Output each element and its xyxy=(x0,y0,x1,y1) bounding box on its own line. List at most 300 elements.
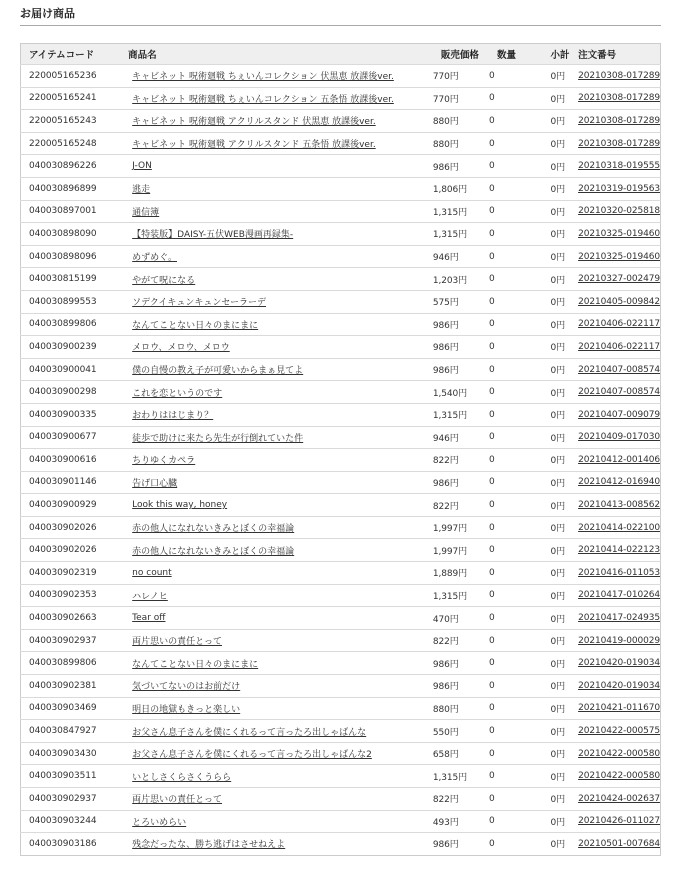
order-number-cell xyxy=(578,358,660,381)
table-row xyxy=(21,268,661,291)
order-number-cell xyxy=(578,110,660,133)
product-name-link[interactable]: 両片思いの責任とって xyxy=(132,795,222,806)
table-row xyxy=(21,245,661,268)
price: 822円 xyxy=(433,629,489,652)
order-number-cell xyxy=(578,449,660,472)
item-code: 040030901146 xyxy=(21,471,121,494)
header-order-number: 注文番号 xyxy=(578,44,660,65)
item-code: 040030900616 xyxy=(21,449,121,472)
table-row xyxy=(21,765,661,788)
product-name-cell xyxy=(120,449,433,472)
subtotal: 0円 xyxy=(551,132,579,155)
price: 1,203円 xyxy=(433,268,489,291)
subtotal: 0円 xyxy=(551,290,579,313)
product-name-link[interactable]: ソデクイキュンキュンセーラーデ xyxy=(132,298,267,309)
item-code: 040030902663 xyxy=(21,607,121,630)
header-product-name: 商品名 xyxy=(120,44,433,65)
order-number-cell xyxy=(578,494,660,517)
quantity: 0 xyxy=(489,697,550,720)
product-name-cell xyxy=(120,87,433,110)
quantity: 0 xyxy=(489,833,550,856)
product-name-link[interactable]: やがて呪になる xyxy=(132,275,196,286)
quantity: 0 xyxy=(489,494,550,517)
header-subtotal: 小計 xyxy=(551,44,579,65)
product-name-link[interactable]: キャビネット 呪術廻戦 ちぇいんコレクション 五条悟 放課後ver. xyxy=(132,94,394,105)
subtotal: 0円 xyxy=(551,155,579,178)
product-name-cell xyxy=(120,403,433,426)
subtotal: 0円 xyxy=(551,788,579,811)
product-name-link[interactable]: キャビネット 呪術廻戦 ちぇいんコレクション 伏黒恵 放課後ver. xyxy=(132,72,394,83)
product-name-link[interactable]: 通信簿 xyxy=(132,207,160,218)
item-code: 040030896899 xyxy=(21,177,121,200)
order-number-link[interactable]: 20210409-017030 xyxy=(578,432,660,443)
quantity: 0 xyxy=(489,381,550,404)
order-number-cell xyxy=(578,223,660,246)
product-name-link[interactable]: なんてことない日々のまにまに xyxy=(132,659,259,670)
product-name-cell xyxy=(120,516,433,539)
product-name-link[interactable]: おわりははじまり？ xyxy=(132,411,214,422)
order-number-cell xyxy=(578,426,660,449)
order-number-link[interactable]: 20210420-019034 xyxy=(578,680,660,691)
item-code: 040030902319 xyxy=(21,562,121,585)
order-number-link[interactable]: 20210308-017289 xyxy=(578,115,660,126)
price: 1,540円 xyxy=(433,381,489,404)
quantity: 0 xyxy=(489,426,550,449)
subtotal: 0円 xyxy=(551,268,579,291)
product-name-cell xyxy=(120,313,433,336)
subtotal: 0円 xyxy=(551,381,579,404)
subtotal: 0円 xyxy=(551,539,579,562)
price: 1,315円 xyxy=(433,765,489,788)
item-code: 040030903186 xyxy=(21,833,121,856)
order-number-link[interactable]: 20210414-022100 xyxy=(578,522,660,533)
item-code: 040030900298 xyxy=(21,381,121,404)
subtotal: 0円 xyxy=(551,110,579,133)
order-number-cell xyxy=(578,268,660,291)
subtotal: 0円 xyxy=(551,449,579,472)
item-code: 040030896226 xyxy=(21,155,121,178)
order-number-link[interactable]: 20210320-025818 xyxy=(578,206,660,217)
price: 946円 xyxy=(433,426,489,449)
quantity: 0 xyxy=(489,200,550,223)
item-code: 040030815199 xyxy=(21,268,121,291)
order-number-cell xyxy=(578,381,660,404)
subtotal: 0円 xyxy=(551,426,579,449)
product-name-cell xyxy=(120,562,433,585)
order-number-link[interactable]: 20210413-008562 xyxy=(578,500,660,511)
product-name-link[interactable]: キャビネット 呪術廻戦 アクリルスタンド 五条悟 放課後ver. xyxy=(132,140,376,151)
product-name-link[interactable]: 【特装版】DAISY-五伏WEB漫画再録集- xyxy=(132,230,294,241)
subtotal: 0円 xyxy=(551,833,579,856)
quantity: 0 xyxy=(489,87,550,110)
item-code: 040030900677 xyxy=(21,426,121,449)
subtotal: 0円 xyxy=(551,223,579,246)
order-number-link[interactable]: 20210325-019460 xyxy=(578,251,660,262)
price: 880円 xyxy=(433,697,489,720)
subtotal: 0円 xyxy=(551,562,579,585)
subtotal: 0円 xyxy=(551,675,579,698)
product-name-link[interactable]: 徒歩で助けに来たら先生が行倒れていた件 xyxy=(132,433,304,444)
product-name-cell xyxy=(120,629,433,652)
order-number-cell xyxy=(578,652,660,675)
quantity: 0 xyxy=(489,562,550,585)
order-number-link[interactable]: 20210416-011053 xyxy=(578,567,660,578)
quantity: 0 xyxy=(489,652,550,675)
order-number-link[interactable]: 20210319-019563 xyxy=(578,183,660,194)
price: 575円 xyxy=(433,290,489,313)
product-name-cell xyxy=(120,652,433,675)
product-name-cell xyxy=(120,539,433,562)
subtotal: 0円 xyxy=(551,742,579,765)
price: 880円 xyxy=(433,110,489,133)
table-row xyxy=(21,788,661,811)
order-number-cell xyxy=(578,788,660,811)
item-code: 040030900041 xyxy=(21,358,121,381)
product-name-cell xyxy=(120,426,433,449)
quantity: 0 xyxy=(489,177,550,200)
order-number-link[interactable]: 20210406-022117 xyxy=(578,341,660,352)
table-row xyxy=(21,336,661,359)
item-code: 040030902026 xyxy=(21,539,121,562)
product-name-link[interactable]: 両片思いの責任とって xyxy=(132,637,222,648)
order-number-cell xyxy=(578,607,660,630)
product-name-link[interactable]: 残念だったな、勝ち逃げはさせねえよ xyxy=(132,840,286,851)
order-number-link[interactable]: 20210407-008574 xyxy=(578,387,660,398)
order-number-link[interactable]: 20210407-009079 xyxy=(578,409,660,420)
product-name-cell xyxy=(120,697,433,720)
item-code: 220005165241 xyxy=(21,87,121,110)
table-row xyxy=(21,200,661,223)
price: 822円 xyxy=(433,449,489,472)
quantity: 0 xyxy=(489,290,550,313)
table-row xyxy=(21,290,661,313)
order-number-cell xyxy=(578,245,660,268)
product-name-link[interactable]: 赤の他人になれないきみとぼくの幸福論 xyxy=(132,546,295,557)
price: 1,997円 xyxy=(433,516,489,539)
quantity: 0 xyxy=(489,449,550,472)
price: 880円 xyxy=(433,132,489,155)
product-name-link[interactable]: 明日の地獄もきっと楽しい xyxy=(132,704,241,715)
order-number-link[interactable]: 20210422-000580 xyxy=(578,748,660,759)
order-number-cell xyxy=(578,742,660,765)
price: 986円 xyxy=(433,155,489,178)
order-number-cell xyxy=(578,562,660,585)
product-name-cell xyxy=(120,177,433,200)
price: 770円 xyxy=(433,65,489,88)
table-row xyxy=(21,358,661,381)
table-row xyxy=(21,132,661,155)
table-row xyxy=(21,629,661,652)
order-number-cell xyxy=(578,720,660,743)
product-name-link[interactable]: いとしさくらさくうらら xyxy=(132,772,232,783)
order-number-cell xyxy=(578,200,660,223)
subtotal: 0円 xyxy=(551,471,579,494)
quantity: 0 xyxy=(489,720,550,743)
product-name-cell xyxy=(120,245,433,268)
product-name-cell xyxy=(120,810,433,833)
price: 470円 xyxy=(433,607,489,630)
section-title: お届け商品 xyxy=(20,5,661,26)
table-row xyxy=(21,494,661,517)
product-name-link[interactable]: お父さん息子さんを僕にくれるって言ったろ出しゃばんな2 xyxy=(132,750,372,761)
product-name-cell xyxy=(120,268,433,291)
order-number-link[interactable]: 20210424-002637 xyxy=(578,793,660,804)
order-number-link[interactable]: 20210412-001406 xyxy=(578,454,660,465)
order-number-link[interactable]: 20210414-022123 xyxy=(578,545,660,556)
product-name-cell xyxy=(120,494,433,517)
product-name-link[interactable]: なんてことない日々のまにまに xyxy=(132,320,259,331)
quantity: 0 xyxy=(489,313,550,336)
quantity: 0 xyxy=(489,516,550,539)
product-name-link[interactable]: メロウ、メロウ、メロウ xyxy=(132,343,230,354)
order-number-cell xyxy=(578,675,660,698)
quantity: 0 xyxy=(489,155,550,178)
header-quantity: 数量 xyxy=(489,44,550,65)
order-number-cell xyxy=(578,132,660,155)
price: 1,806円 xyxy=(433,177,489,200)
order-number-link[interactable]: 20210325-019460 xyxy=(578,228,660,239)
order-number-link[interactable]: 20210318-019555 xyxy=(578,161,660,172)
price: 986円 xyxy=(433,358,489,381)
order-number-cell xyxy=(578,155,660,178)
price: 946円 xyxy=(433,245,489,268)
item-code: 040030900929 xyxy=(21,494,121,517)
item-code: 040030902026 xyxy=(21,516,121,539)
table-row xyxy=(21,155,661,178)
order-number-link[interactable]: 20210501-007684 xyxy=(578,838,660,849)
product-name-cell xyxy=(120,833,433,856)
subtotal: 0円 xyxy=(551,200,579,223)
quantity: 0 xyxy=(489,268,550,291)
subtotal: 0円 xyxy=(551,403,579,426)
quantity: 0 xyxy=(489,584,550,607)
product-name-link[interactable]: Tear off xyxy=(132,613,166,624)
item-code: 040030903511 xyxy=(21,765,121,788)
price: 550円 xyxy=(433,720,489,743)
order-number-cell xyxy=(578,584,660,607)
subtotal: 0円 xyxy=(551,87,579,110)
table-row xyxy=(21,426,661,449)
subtotal: 0円 xyxy=(551,313,579,336)
order-number-link[interactable]: 20210422-000580 xyxy=(578,771,660,782)
subtotal: 0円 xyxy=(551,584,579,607)
item-code: 040030897001 xyxy=(21,200,121,223)
item-code: 220005165236 xyxy=(21,65,121,88)
order-number-cell xyxy=(578,87,660,110)
table-row xyxy=(21,720,661,743)
item-code: 220005165243 xyxy=(21,110,121,133)
table-row xyxy=(21,223,661,246)
product-name-cell xyxy=(120,607,433,630)
price: 986円 xyxy=(433,471,489,494)
order-number-cell xyxy=(578,765,660,788)
table-row xyxy=(21,177,661,200)
price: 986円 xyxy=(433,833,489,856)
item-code: 040030902353 xyxy=(21,584,121,607)
item-code: 040030898090 xyxy=(21,223,121,246)
quantity: 0 xyxy=(489,539,550,562)
product-name-cell xyxy=(120,584,433,607)
subtotal: 0円 xyxy=(551,65,579,88)
table-row xyxy=(21,403,661,426)
quantity: 0 xyxy=(489,471,550,494)
order-number-link[interactable]: 20210405-009842 xyxy=(578,296,660,307)
order-number-cell xyxy=(578,403,660,426)
quantity: 0 xyxy=(489,132,550,155)
order-number-link[interactable]: 20210406-022117 xyxy=(578,319,660,330)
subtotal: 0円 xyxy=(551,652,579,675)
table-row xyxy=(21,675,661,698)
subtotal: 0円 xyxy=(551,765,579,788)
order-number-cell xyxy=(578,471,660,494)
table-row xyxy=(21,449,661,472)
order-number-cell xyxy=(578,697,660,720)
order-number-link[interactable]: 20210412-016940 xyxy=(578,477,660,488)
table-row xyxy=(21,562,661,585)
product-name-cell xyxy=(120,765,433,788)
price: 986円 xyxy=(433,675,489,698)
price: 1,315円 xyxy=(433,200,489,223)
quantity: 0 xyxy=(489,65,550,88)
item-code: 040030903430 xyxy=(21,742,121,765)
table-row xyxy=(21,584,661,607)
product-name-cell xyxy=(120,155,433,178)
quantity: 0 xyxy=(489,336,550,359)
order-number-link[interactable]: 20210308-017289 xyxy=(578,93,660,104)
product-name-link[interactable]: お父さん息子さんを僕にくれるって言ったろ出しゃばんな xyxy=(132,727,367,738)
item-code: 040030899806 xyxy=(21,652,121,675)
product-name-link[interactable]: 逃走 xyxy=(132,185,151,196)
price: 1,997円 xyxy=(433,539,489,562)
price: 770円 xyxy=(433,87,489,110)
price: 1,315円 xyxy=(433,403,489,426)
order-number-cell xyxy=(578,810,660,833)
table-row xyxy=(21,833,661,856)
order-number-cell xyxy=(578,313,660,336)
item-code: 040030900239 xyxy=(21,336,121,359)
order-number-link[interactable]: 20210417-024935 xyxy=(578,613,660,624)
quantity: 0 xyxy=(489,245,550,268)
order-number-link[interactable]: 20210417-010264 xyxy=(578,590,660,601)
price: 986円 xyxy=(433,313,489,336)
order-number-link[interactable]: 20210327-002479 xyxy=(578,274,660,285)
quantity: 0 xyxy=(489,675,550,698)
subtotal: 0円 xyxy=(551,177,579,200)
price: 986円 xyxy=(433,652,489,675)
item-code: 040030899806 xyxy=(21,313,121,336)
order-number-link[interactable]: 20210419-000029 xyxy=(578,635,660,646)
table-row xyxy=(21,471,661,494)
order-number-cell xyxy=(578,336,660,359)
product-name-cell xyxy=(120,200,433,223)
product-name-cell xyxy=(120,358,433,381)
order-number-cell xyxy=(578,177,660,200)
order-number-cell xyxy=(578,290,660,313)
order-number-link[interactable]: 20210421-011670 xyxy=(578,703,660,714)
subtotal: 0円 xyxy=(551,336,579,359)
product-name-cell xyxy=(120,336,433,359)
product-name-link[interactable]: no count xyxy=(132,567,172,578)
order-number-link[interactable]: 20210426-011027 xyxy=(578,816,660,827)
item-code: 040030903244 xyxy=(21,810,121,833)
product-name-link[interactable]: ハレノヒ xyxy=(132,591,168,602)
product-name-cell xyxy=(120,471,433,494)
order-number-link[interactable]: 20210308-017289 xyxy=(578,138,660,149)
price: 1,315円 xyxy=(433,584,489,607)
product-name-link[interactable]: 気づいてないのはお前だけ xyxy=(132,682,241,693)
table-row xyxy=(21,516,661,539)
price: 822円 xyxy=(433,788,489,811)
item-code: 040030847927 xyxy=(21,720,121,743)
table-row xyxy=(21,381,661,404)
product-name-link[interactable]: とろいめらい xyxy=(132,817,187,828)
product-name-cell xyxy=(120,290,433,313)
quantity: 0 xyxy=(489,629,550,652)
price: 658円 xyxy=(433,742,489,765)
price: 822円 xyxy=(433,494,489,517)
product-name-link[interactable]: Look this way, honey xyxy=(132,500,228,511)
ordered-items-table xyxy=(20,43,661,856)
order-number-link[interactable]: 20210422-000575 xyxy=(578,726,660,737)
product-name-link[interactable]: キャビネット 呪術廻戦 アクリルスタンド 伏黒恵 放課後ver. xyxy=(132,117,376,128)
table-row xyxy=(21,742,661,765)
subtotal: 0円 xyxy=(551,494,579,517)
product-name-cell xyxy=(120,110,433,133)
item-code: 040030903469 xyxy=(21,697,121,720)
order-number-cell xyxy=(578,833,660,856)
subtotal: 0円 xyxy=(551,629,579,652)
table-row xyxy=(21,697,661,720)
table-row xyxy=(21,110,661,133)
order-number-link[interactable]: 20210308-017289 xyxy=(578,70,660,81)
item-code: 040030899553 xyxy=(21,290,121,313)
product-name-link[interactable]: 僕の自慢の教え子が可愛いからまぁ見てよ xyxy=(132,366,304,377)
table-row xyxy=(21,65,661,88)
item-code: 040030898096 xyxy=(21,245,121,268)
product-name-link[interactable]: 告げ口心臓 xyxy=(132,478,178,489)
subtotal: 0円 xyxy=(551,245,579,268)
table-row xyxy=(21,539,661,562)
product-name-cell xyxy=(120,65,433,88)
product-name-cell xyxy=(120,788,433,811)
quantity: 0 xyxy=(489,765,550,788)
product-name-link[interactable]: 赤の他人になれないきみとぼくの幸福論 xyxy=(132,524,295,535)
header-price: 販売価格 xyxy=(433,44,489,65)
order-number-link[interactable]: 20210420-019034 xyxy=(578,658,660,669)
table-header-row xyxy=(21,44,661,65)
product-name-link[interactable]: ちりゆくカペラ xyxy=(132,456,196,467)
quantity: 0 xyxy=(489,223,550,246)
price: 986円 xyxy=(433,336,489,359)
table-row xyxy=(21,87,661,110)
product-name-link[interactable]: めずめぐ。 xyxy=(132,253,177,264)
subtotal: 0円 xyxy=(551,697,579,720)
product-name-link[interactable]: これを恋というのです xyxy=(132,388,223,399)
price: 1,315円 xyxy=(433,223,489,246)
table-row xyxy=(21,313,661,336)
product-name-cell xyxy=(120,720,433,743)
table-body xyxy=(21,65,661,856)
order-number-cell xyxy=(578,539,660,562)
subtotal: 0円 xyxy=(551,810,579,833)
quantity: 0 xyxy=(489,742,550,765)
product-name-link[interactable]: J-ON xyxy=(132,161,152,172)
order-number-cell xyxy=(578,629,660,652)
quantity: 0 xyxy=(489,788,550,811)
price: 493円 xyxy=(433,810,489,833)
order-number-link[interactable]: 20210407-008574 xyxy=(578,364,660,375)
product-name-cell xyxy=(120,223,433,246)
